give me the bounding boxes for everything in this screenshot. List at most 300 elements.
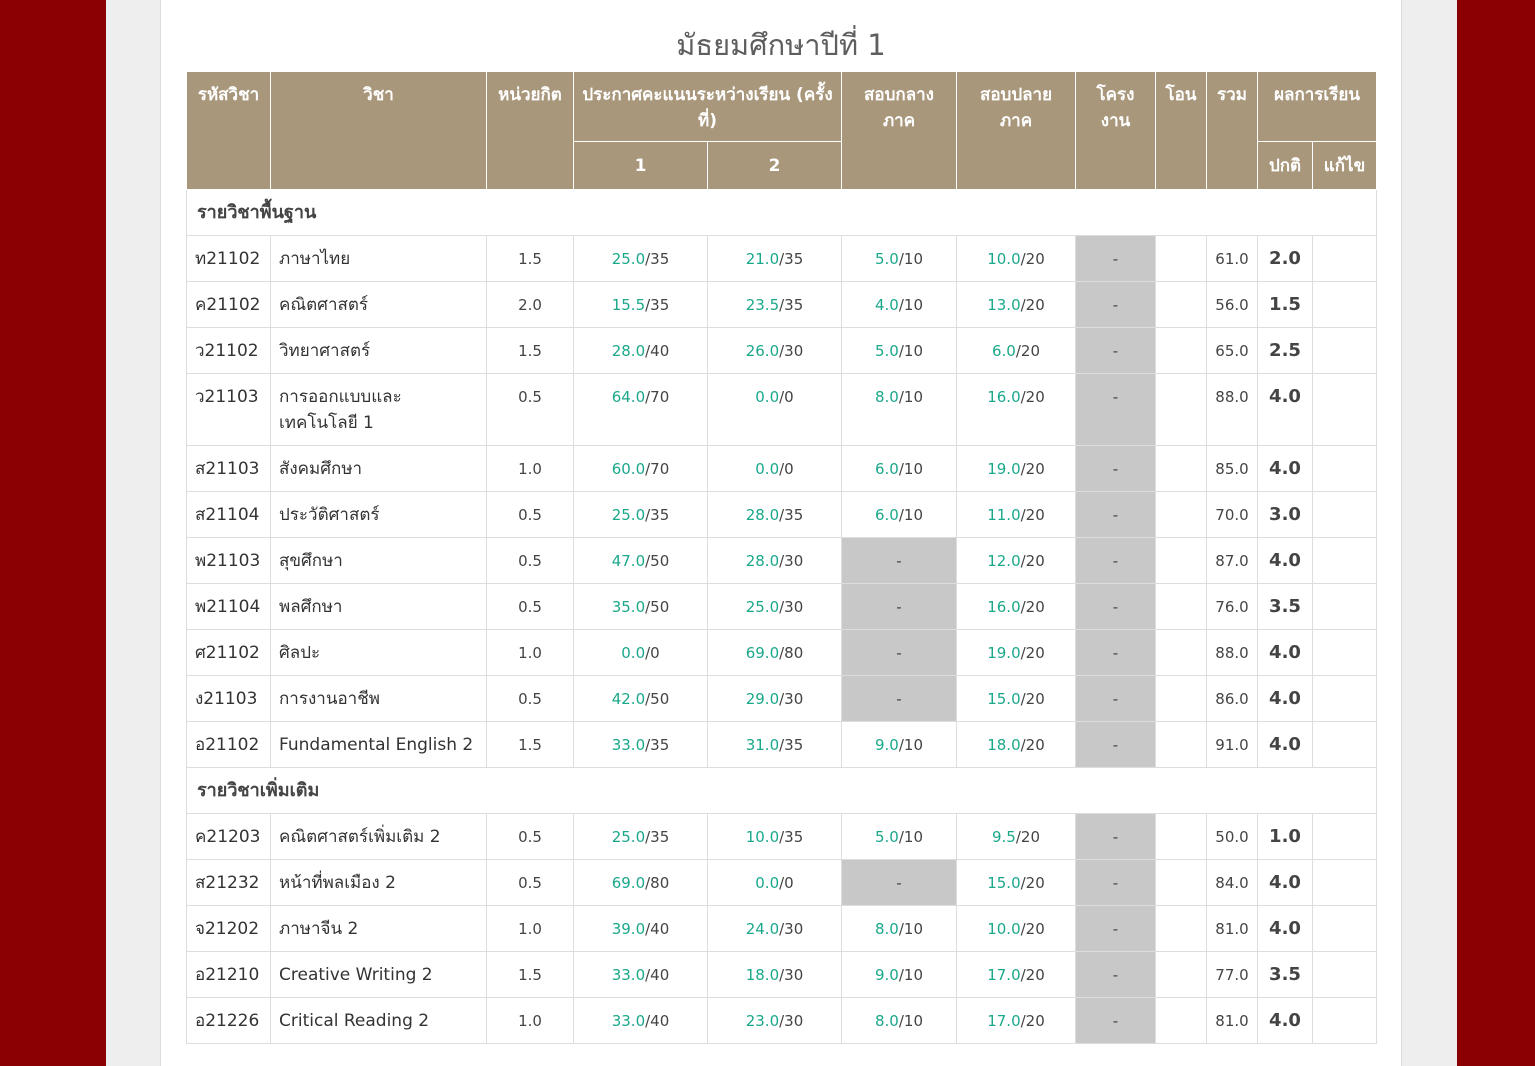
total-cell <box>1207 584 1258 630</box>
interim-2-score: 23.0 <box>745 1012 780 1030</box>
grade-normal: 1.0 <box>1269 826 1301 847</box>
grade-normal-cell <box>1258 328 1313 374</box>
grade-fix-cell <box>1313 236 1377 282</box>
transfer-cell <box>1156 998 1207 1044</box>
project-cell <box>1076 236 1156 282</box>
header-project: โครง งาน <box>1076 72 1156 190</box>
subject-name-cell <box>271 676 487 722</box>
credit-cell <box>487 328 574 374</box>
total-cell <box>1207 374 1258 446</box>
table-row <box>187 676 1377 722</box>
credit-cell <box>487 814 574 860</box>
subject-code-cell <box>187 722 271 768</box>
credit-cell <box>487 584 574 630</box>
subject-name-cell <box>271 630 487 676</box>
grades-table <box>186 71 1377 1044</box>
subject-code-cell <box>187 814 271 860</box>
credit-cell <box>487 446 574 492</box>
header-code: รหัสวิชา <box>187 72 271 190</box>
page-title: มัธยมศึกษาปีที่ 1 <box>676 28 886 62</box>
total-cell <box>1207 952 1258 998</box>
total-cell <box>1207 630 1258 676</box>
interim-1-score: 33.0 <box>611 736 646 754</box>
final-max: /20 <box>1020 736 1045 754</box>
grade-normal-cell <box>1258 722 1313 768</box>
final-score: 19.0 <box>987 644 1021 662</box>
total-value: 65.0 <box>1215 342 1249 360</box>
subject-code-cell <box>187 282 271 328</box>
subject-name-cell <box>271 814 487 860</box>
final-cell <box>957 630 1076 676</box>
interim-2-score: 10.0 <box>745 828 780 846</box>
final-max: /20 <box>1020 966 1045 984</box>
subject-name: วิทยาศาสตร์ <box>279 341 371 361</box>
transfer-cell <box>1156 952 1207 998</box>
midterm-cell <box>842 584 957 630</box>
credit-cell <box>487 282 574 328</box>
interim-1-score: 35.0 <box>611 598 646 616</box>
subject-code-cell <box>187 676 271 722</box>
grade-normal-cell <box>1258 446 1313 492</box>
interim-2-cell <box>708 584 842 630</box>
credit-value: 1.0 <box>518 644 542 662</box>
final-max: /20 <box>1020 296 1045 314</box>
interim-2-score: 69.0 <box>745 644 780 662</box>
midterm-cell <box>842 906 957 952</box>
interim-2-max: /35 <box>779 250 804 268</box>
interim-2-max: /35 <box>779 736 804 754</box>
final-max: /20 <box>1020 874 1045 892</box>
final-score: 6.0 <box>992 342 1016 360</box>
total-value: 81.0 <box>1215 1012 1249 1030</box>
grade-normal: 4.0 <box>1269 386 1301 407</box>
subject-code-cell <box>187 952 271 998</box>
midterm-cell <box>842 236 957 282</box>
subject-code: ศ21102 <box>195 643 260 663</box>
final-score: 13.0 <box>987 296 1021 314</box>
grade-normal: 4.0 <box>1269 458 1301 479</box>
interim-1-cell <box>574 446 708 492</box>
grade-normal-cell <box>1258 282 1313 328</box>
midterm-max: /10 <box>898 506 923 524</box>
transfer-cell <box>1156 492 1207 538</box>
midterm-max: /10 <box>898 388 923 406</box>
subject-name: ภาษาไทย <box>279 249 351 269</box>
table-row <box>187 814 1377 860</box>
final-score: 10.0 <box>987 920 1021 938</box>
table-row <box>187 860 1377 906</box>
final-cell <box>957 998 1076 1044</box>
header-result: ผลการเรียน <box>1258 72 1377 142</box>
subject-code-cell <box>187 446 271 492</box>
interim-1-score: 25.0 <box>611 250 646 268</box>
midterm-cell <box>842 328 957 374</box>
credit-cell <box>487 676 574 722</box>
midterm-score: 9.0 <box>875 966 899 984</box>
interim-1-score: 64.0 <box>611 388 646 406</box>
final-score: 10.0 <box>987 250 1021 268</box>
table-row <box>187 282 1377 328</box>
interim-1-cell <box>574 584 708 630</box>
project-value: - <box>1112 296 1119 314</box>
section-row <box>187 190 1377 236</box>
midterm-score: 6.0 <box>875 460 899 478</box>
subject-name-cell <box>271 952 487 998</box>
subject-code-cell <box>187 630 271 676</box>
subject-name-cell <box>271 722 487 768</box>
subject-name: ประวัติศาสตร์ <box>279 505 380 525</box>
final-cell <box>957 282 1076 328</box>
grade-fix-cell <box>1313 860 1377 906</box>
interim-2-score: 26.0 <box>745 342 780 360</box>
table-row <box>187 492 1377 538</box>
subject-code-cell <box>187 860 271 906</box>
interim-1-max: /40 <box>645 342 670 360</box>
interim-2-cell <box>708 676 842 722</box>
project-cell <box>1076 282 1156 328</box>
interim-2-score: 25.0 <box>745 598 780 616</box>
interim-1-score: 0.0 <box>621 644 646 662</box>
subject-code: พ21103 <box>195 551 261 571</box>
grade-normal: 2.5 <box>1269 340 1301 361</box>
midterm-dash: - <box>896 874 902 892</box>
midterm-max: /10 <box>898 460 923 478</box>
credit-value: 0.5 <box>518 598 542 616</box>
interim-1-score: 25.0 <box>611 506 646 524</box>
midterm-dash: - <box>896 552 902 570</box>
project-value: - <box>1112 552 1119 570</box>
final-max: /20 <box>1020 644 1045 662</box>
project-value: - <box>1112 1012 1119 1030</box>
interim-1-cell <box>574 860 708 906</box>
total-value: 86.0 <box>1215 690 1249 708</box>
table-row <box>187 906 1377 952</box>
interim-2-max: /0 <box>779 388 794 406</box>
table-row <box>187 538 1377 584</box>
credit-cell <box>487 374 574 446</box>
table-row <box>187 952 1377 998</box>
interim-1-max: /35 <box>645 296 670 314</box>
section-label: รายวิชาพื้นฐาน <box>187 190 1377 236</box>
midterm-dash: - <box>896 598 902 616</box>
interim-1-max: /80 <box>645 874 670 892</box>
midterm-cell <box>842 492 957 538</box>
header-transfer: โอน <box>1156 72 1207 190</box>
project-cell <box>1076 814 1156 860</box>
interim-1-cell <box>574 998 708 1044</box>
total-value: 85.0 <box>1215 460 1249 478</box>
total-value: 84.0 <box>1215 874 1249 892</box>
subject-code: พ21104 <box>195 597 261 617</box>
grade-fix-cell <box>1313 906 1377 952</box>
midterm-cell <box>842 282 957 328</box>
midterm-max: /10 <box>898 920 923 938</box>
project-value: - <box>1112 644 1119 662</box>
subject-name: ศิลปะ <box>279 643 321 663</box>
midterm-score: 6.0 <box>875 506 899 524</box>
subject-code-cell <box>187 538 271 584</box>
credit-value: 0.5 <box>518 828 542 846</box>
final-score: 15.0 <box>987 874 1021 892</box>
final-max: /20 <box>1020 506 1045 524</box>
midterm-cell <box>842 998 957 1044</box>
interim-2-cell <box>708 446 842 492</box>
grade-normal-cell <box>1258 538 1313 584</box>
interim-2-score: 28.0 <box>745 552 780 570</box>
grade-fix-cell <box>1313 952 1377 998</box>
subject-name-cell <box>271 906 487 952</box>
grade-normal-cell <box>1258 952 1313 998</box>
header-interim-2: 2 <box>708 142 842 190</box>
header-result-normal: ปกติ <box>1258 142 1313 190</box>
final-cell <box>957 328 1076 374</box>
interim-1-max: /40 <box>645 1012 670 1030</box>
transfer-cell <box>1156 906 1207 952</box>
subject-name: ภาษาจีน 2 <box>279 919 359 939</box>
project-cell <box>1076 676 1156 722</box>
subject-code: อ21102 <box>195 735 260 755</box>
header-subject: วิชา <box>271 72 487 190</box>
interim-1-score: 60.0 <box>611 460 646 478</box>
grade-fix-cell <box>1313 538 1377 584</box>
final-score: 15.0 <box>987 690 1021 708</box>
subject-name: การออกแบบและ <box>279 387 402 407</box>
table-row <box>187 374 1377 446</box>
midterm-score: 4.0 <box>875 296 899 314</box>
project-cell <box>1076 328 1156 374</box>
subject-code-cell <box>187 328 271 374</box>
midterm-cell <box>842 722 957 768</box>
project-cell <box>1076 446 1156 492</box>
total-cell <box>1207 236 1258 282</box>
interim-2-score: 23.5 <box>745 296 780 314</box>
interim-1-cell <box>574 328 708 374</box>
interim-1-cell <box>574 630 708 676</box>
subject-code-cell <box>187 584 271 630</box>
midterm-score: 5.0 <box>875 342 899 360</box>
interim-1-max: /50 <box>645 690 670 708</box>
grade-normal-cell <box>1258 492 1313 538</box>
final-max: /20 <box>1020 690 1045 708</box>
project-cell <box>1076 538 1156 584</box>
project-value: - <box>1112 598 1119 616</box>
transfer-cell <box>1156 374 1207 446</box>
interim-2-cell <box>708 282 842 328</box>
project-value: - <box>1112 388 1119 406</box>
interim-2-max: /0 <box>779 460 794 478</box>
credit-value: 0.5 <box>518 388 542 406</box>
grade-fix-cell <box>1313 492 1377 538</box>
subject-code-cell <box>187 374 271 446</box>
interim-2-cell <box>708 998 842 1044</box>
grade-fix-cell <box>1313 446 1377 492</box>
project-value: - <box>1112 250 1119 268</box>
total-cell <box>1207 328 1258 374</box>
credit-value: 1.5 <box>518 250 542 268</box>
interim-2-cell <box>708 328 842 374</box>
final-max: /20 <box>1020 920 1045 938</box>
midterm-cell <box>842 860 957 906</box>
project-value: - <box>1112 690 1119 708</box>
subject-name-cell <box>271 374 487 446</box>
midterm-max: /10 <box>898 966 923 984</box>
final-max: /20 <box>1015 342 1040 360</box>
interim-1-max: /0 <box>645 644 660 662</box>
interim-1-score: 33.0 <box>611 1012 646 1030</box>
grade-normal-cell <box>1258 676 1313 722</box>
credit-cell <box>487 538 574 584</box>
midterm-cell <box>842 814 957 860</box>
midterm-max: /10 <box>898 828 923 846</box>
header-midterm: สอบกลาง ภาค <box>842 72 957 190</box>
interim-1-max: /35 <box>645 736 670 754</box>
final-score: 18.0 <box>987 736 1021 754</box>
final-max: /20 <box>1020 598 1045 616</box>
credit-value: 1.0 <box>518 460 542 478</box>
final-cell <box>957 860 1076 906</box>
interim-1-max: /50 <box>645 598 670 616</box>
interim-1-cell <box>574 676 708 722</box>
credit-value: 1.0 <box>518 920 542 938</box>
credit-value: 1.0 <box>518 1012 542 1030</box>
interim-1-max: /40 <box>645 920 670 938</box>
table-row <box>187 446 1377 492</box>
grade-normal: 1.5 <box>1269 294 1301 315</box>
final-score: 16.0 <box>987 388 1021 406</box>
table-row <box>187 998 1377 1044</box>
grade-normal: 4.0 <box>1269 642 1301 663</box>
subject-code-cell <box>187 906 271 952</box>
grades-body <box>187 190 1377 1044</box>
project-cell <box>1076 860 1156 906</box>
section-label: รายวิชาเพิ่มเติม <box>187 768 1377 814</box>
interim-2-max: /30 <box>779 342 804 360</box>
subject-code: ว21103 <box>195 387 259 407</box>
midterm-cell <box>842 538 957 584</box>
interim-2-cell <box>708 630 842 676</box>
final-score: 9.5 <box>992 828 1016 846</box>
grade-normal-cell <box>1258 860 1313 906</box>
midterm-max: /10 <box>898 1012 923 1030</box>
total-cell <box>1207 906 1258 952</box>
table-row <box>187 722 1377 768</box>
midterm-max: /10 <box>898 342 923 360</box>
grade-fix-cell <box>1313 722 1377 768</box>
grade-normal-cell <box>1258 630 1313 676</box>
final-cell <box>957 236 1076 282</box>
interim-1-cell <box>574 722 708 768</box>
subject-name-cell <box>271 282 487 328</box>
transfer-cell <box>1156 860 1207 906</box>
interim-2-cell <box>708 236 842 282</box>
subject-name-cell <box>271 328 487 374</box>
final-cell <box>957 446 1076 492</box>
grade-normal-cell <box>1258 814 1313 860</box>
interim-1-cell <box>574 906 708 952</box>
interim-1-cell <box>574 236 708 282</box>
subject-name-cell <box>271 538 487 584</box>
final-max: /20 <box>1020 250 1045 268</box>
total-value: 87.0 <box>1215 552 1249 570</box>
midterm-max: /10 <box>898 736 923 754</box>
credit-cell <box>487 860 574 906</box>
transfer-cell <box>1156 722 1207 768</box>
subject-name-cell <box>271 492 487 538</box>
subject-name-line2: เทคโนโลยี 1 <box>279 413 374 433</box>
interim-2-max: /30 <box>779 966 804 984</box>
interim-1-cell <box>574 538 708 584</box>
subject-code: ว21102 <box>195 341 259 361</box>
interim-1-max: /35 <box>645 828 670 846</box>
interim-1-score: 25.0 <box>611 828 646 846</box>
interim-1-cell <box>574 952 708 998</box>
credit-cell <box>487 630 574 676</box>
credit-value: 0.5 <box>518 506 542 524</box>
final-score: 12.0 <box>987 552 1021 570</box>
credit-value: 1.5 <box>518 966 542 984</box>
table-row <box>187 328 1377 374</box>
interim-2-score: 18.0 <box>745 966 780 984</box>
subject-code-cell <box>187 998 271 1044</box>
grade-fix-cell <box>1313 328 1377 374</box>
interim-2-max: /30 <box>779 690 804 708</box>
interim-2-score: 21.0 <box>745 250 780 268</box>
interim-2-max: /80 <box>779 644 804 662</box>
interim-2-max: /30 <box>779 1012 804 1030</box>
interim-1-score: 39.0 <box>611 920 646 938</box>
project-value: - <box>1112 460 1119 478</box>
table-row <box>187 630 1377 676</box>
midterm-max: /10 <box>898 250 923 268</box>
interim-2-cell <box>708 860 842 906</box>
total-cell <box>1207 282 1258 328</box>
total-cell <box>1207 492 1258 538</box>
credit-cell <box>487 236 574 282</box>
project-cell <box>1076 998 1156 1044</box>
interim-2-score: 0.0 <box>755 874 780 892</box>
subject-name: คณิตศาสตร์เพิ่มเติม 2 <box>279 827 441 847</box>
grade-normal: 4.0 <box>1269 550 1301 571</box>
interim-1-max: /70 <box>645 460 670 478</box>
final-cell <box>957 722 1076 768</box>
grade-normal: 2.0 <box>1269 248 1301 269</box>
credit-cell <box>487 998 574 1044</box>
interim-1-score: 15.5 <box>611 296 646 314</box>
interim-2-cell <box>708 374 842 446</box>
grade-normal-cell <box>1258 236 1313 282</box>
interim-1-cell <box>574 492 708 538</box>
grade-fix-cell <box>1313 630 1377 676</box>
subject-code: ง21103 <box>195 689 258 709</box>
total-value: 76.0 <box>1215 598 1249 616</box>
project-value: - <box>1112 874 1119 892</box>
midterm-max: /10 <box>898 296 923 314</box>
interim-2-cell <box>708 814 842 860</box>
total-cell <box>1207 538 1258 584</box>
interim-2-max: /35 <box>779 506 804 524</box>
total-cell <box>1207 676 1258 722</box>
subject-name-cell <box>271 860 487 906</box>
subject-name: สังคมศึกษา <box>279 459 363 479</box>
total-value: 70.0 <box>1215 506 1249 524</box>
interim-2-score: 24.0 <box>745 920 780 938</box>
subject-code-cell <box>187 236 271 282</box>
total-value: 56.0 <box>1215 296 1249 314</box>
final-cell <box>957 538 1076 584</box>
project-value: - <box>1112 828 1119 846</box>
grade-normal: 3.5 <box>1269 596 1301 617</box>
interim-1-max: /35 <box>645 506 670 524</box>
